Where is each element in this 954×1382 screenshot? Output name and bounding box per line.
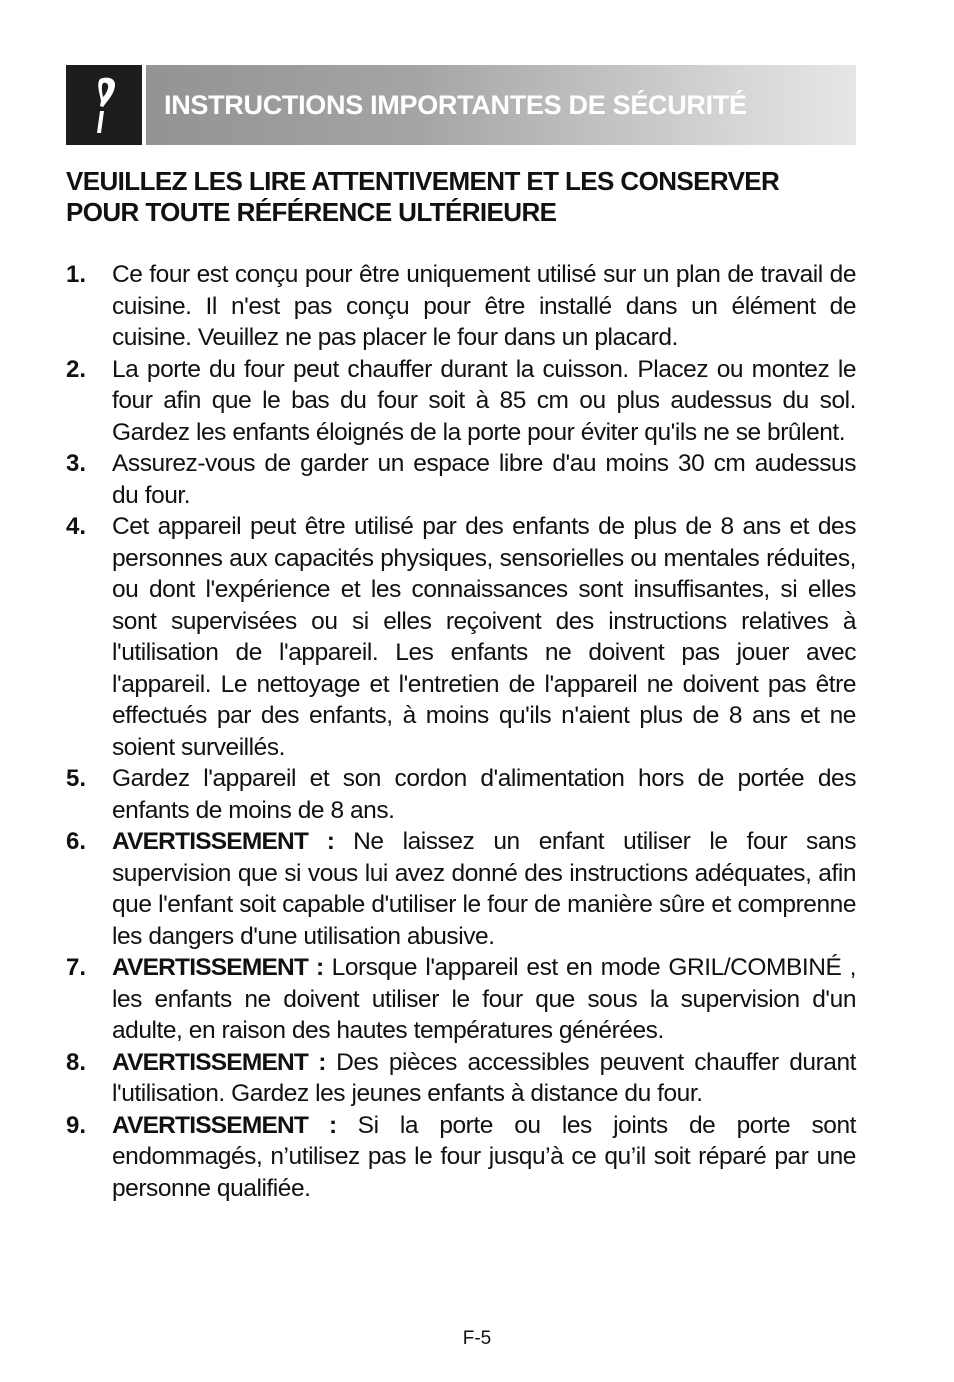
list-item xyxy=(66,354,856,449)
item-text: La porte du four peut chauffer durant la cuisson. Placez ou montez le four afin que le bas du four soit à 85 cm ou plus audessus du sol. Gardez les enfants éloignés de la porte pour éviter qu'ils ne se brûlent. xyxy=(112,355,856,446)
item-text: Cet appareil peut être utilisé par des enfants de plus de 8 ans et des personnes aux capacités physiques, sensorielles ou mentales réduites, ou dont l'expérience et les connaissances sont insuffisantes, si elles sont supervisées ou si elles reçoivent des instructions relatives à l'utilisation de l'appareil. Les enfants ne doivent pas jouer avec l'appareil. Le nettoyage et l'entretien de l'appareil ne doivent pas être effectués par des enfants, à moins qu'ils n'aient plus de 8 ans et ne soient surveillés. xyxy=(112,513,856,761)
list-item xyxy=(66,826,856,952)
item-body: Des pièces accessibles peuvent chauffer durant l'utilisation. Gardez les jeunes enfants à distance du four. xyxy=(112,1048,857,1107)
warning-label: AVERTISSEMENT : xyxy=(112,954,324,981)
section-title: INSTRUCTIONS IMPORTANTES DE SÉCURITÉ xyxy=(164,89,747,120)
list-item xyxy=(66,1110,856,1205)
item-number: 3. xyxy=(66,450,87,477)
item-number: 4. xyxy=(66,513,87,540)
header-icon-box xyxy=(66,65,142,145)
item-number: 8. xyxy=(66,1048,87,1076)
item-text: Assurez-vous de garder un espace libre d'au moins 30 cm audessus du four. xyxy=(112,450,856,509)
list-item xyxy=(66,952,856,1047)
subtitle-line-1: VEUILLEZ LES LIRE ATTENTIVEMENT ET LES CONSERVER xyxy=(66,166,780,196)
item-text xyxy=(112,1110,856,1205)
item-number: 2. xyxy=(66,355,87,383)
item-number: 9. xyxy=(66,1111,87,1139)
subtitle-line-2: POUR TOUTE RÉFÉRENCE ULTÉRIEURE xyxy=(66,197,557,227)
item-body: Ne laissez un enfant utiliser le four sans supervision que si vous lui avez donné des instructions adéquates, afin que l'enfant soit capable d'utiliser le four de manière sûre et comprenne les dangers d'une utilisation abusive. xyxy=(112,828,857,950)
item-number: 5. xyxy=(66,765,87,792)
warning-label: AVERTISSEMENT : xyxy=(112,1111,337,1139)
exclamation-icon xyxy=(87,75,121,135)
list-item xyxy=(66,763,856,826)
warning-label: AVERTISSEMENT : xyxy=(112,828,335,855)
item-body: Si la porte ou les joints de porte sont endommagés, n’utilisez pas le four jusqu’à ce qu’il soit réparé par une personne qualifiée. xyxy=(112,1111,856,1202)
item-body: Lorsque l'appareil est en mode GRIL/COMBINÉ , les enfants ne doivent utiliser le four que sous la supervision d'un adulte, en raison des hautes températures générées. xyxy=(112,954,857,1044)
item-text: Ce four est conçu pour être uniquement utilisé sur un plan de travail de cuisine. Il n'est pas conçu pour être installé dans un élément de cuisine. Veuillez ne pas placer le four dans un placard. xyxy=(112,261,856,351)
list-item xyxy=(66,1047,856,1110)
safety-instructions-list xyxy=(66,259,856,1204)
page-number: F-5 xyxy=(462,1328,492,1349)
list-item xyxy=(66,448,856,511)
section-header xyxy=(66,65,856,145)
list-item xyxy=(66,259,856,354)
warning-label: AVERTISSEMENT : xyxy=(112,1048,326,1076)
item-text xyxy=(112,952,856,1047)
item-text: Gardez l'appareil et son cordon d'alimentation hors de portée des enfants de moins de 8 ans. xyxy=(112,765,856,824)
item-number: 6. xyxy=(66,828,87,855)
subtitle xyxy=(66,166,856,228)
list-item xyxy=(66,511,856,763)
item-text xyxy=(112,1047,856,1110)
item-number: 1. xyxy=(66,261,87,288)
item-text xyxy=(112,826,856,952)
item-number: 7. xyxy=(66,954,87,981)
